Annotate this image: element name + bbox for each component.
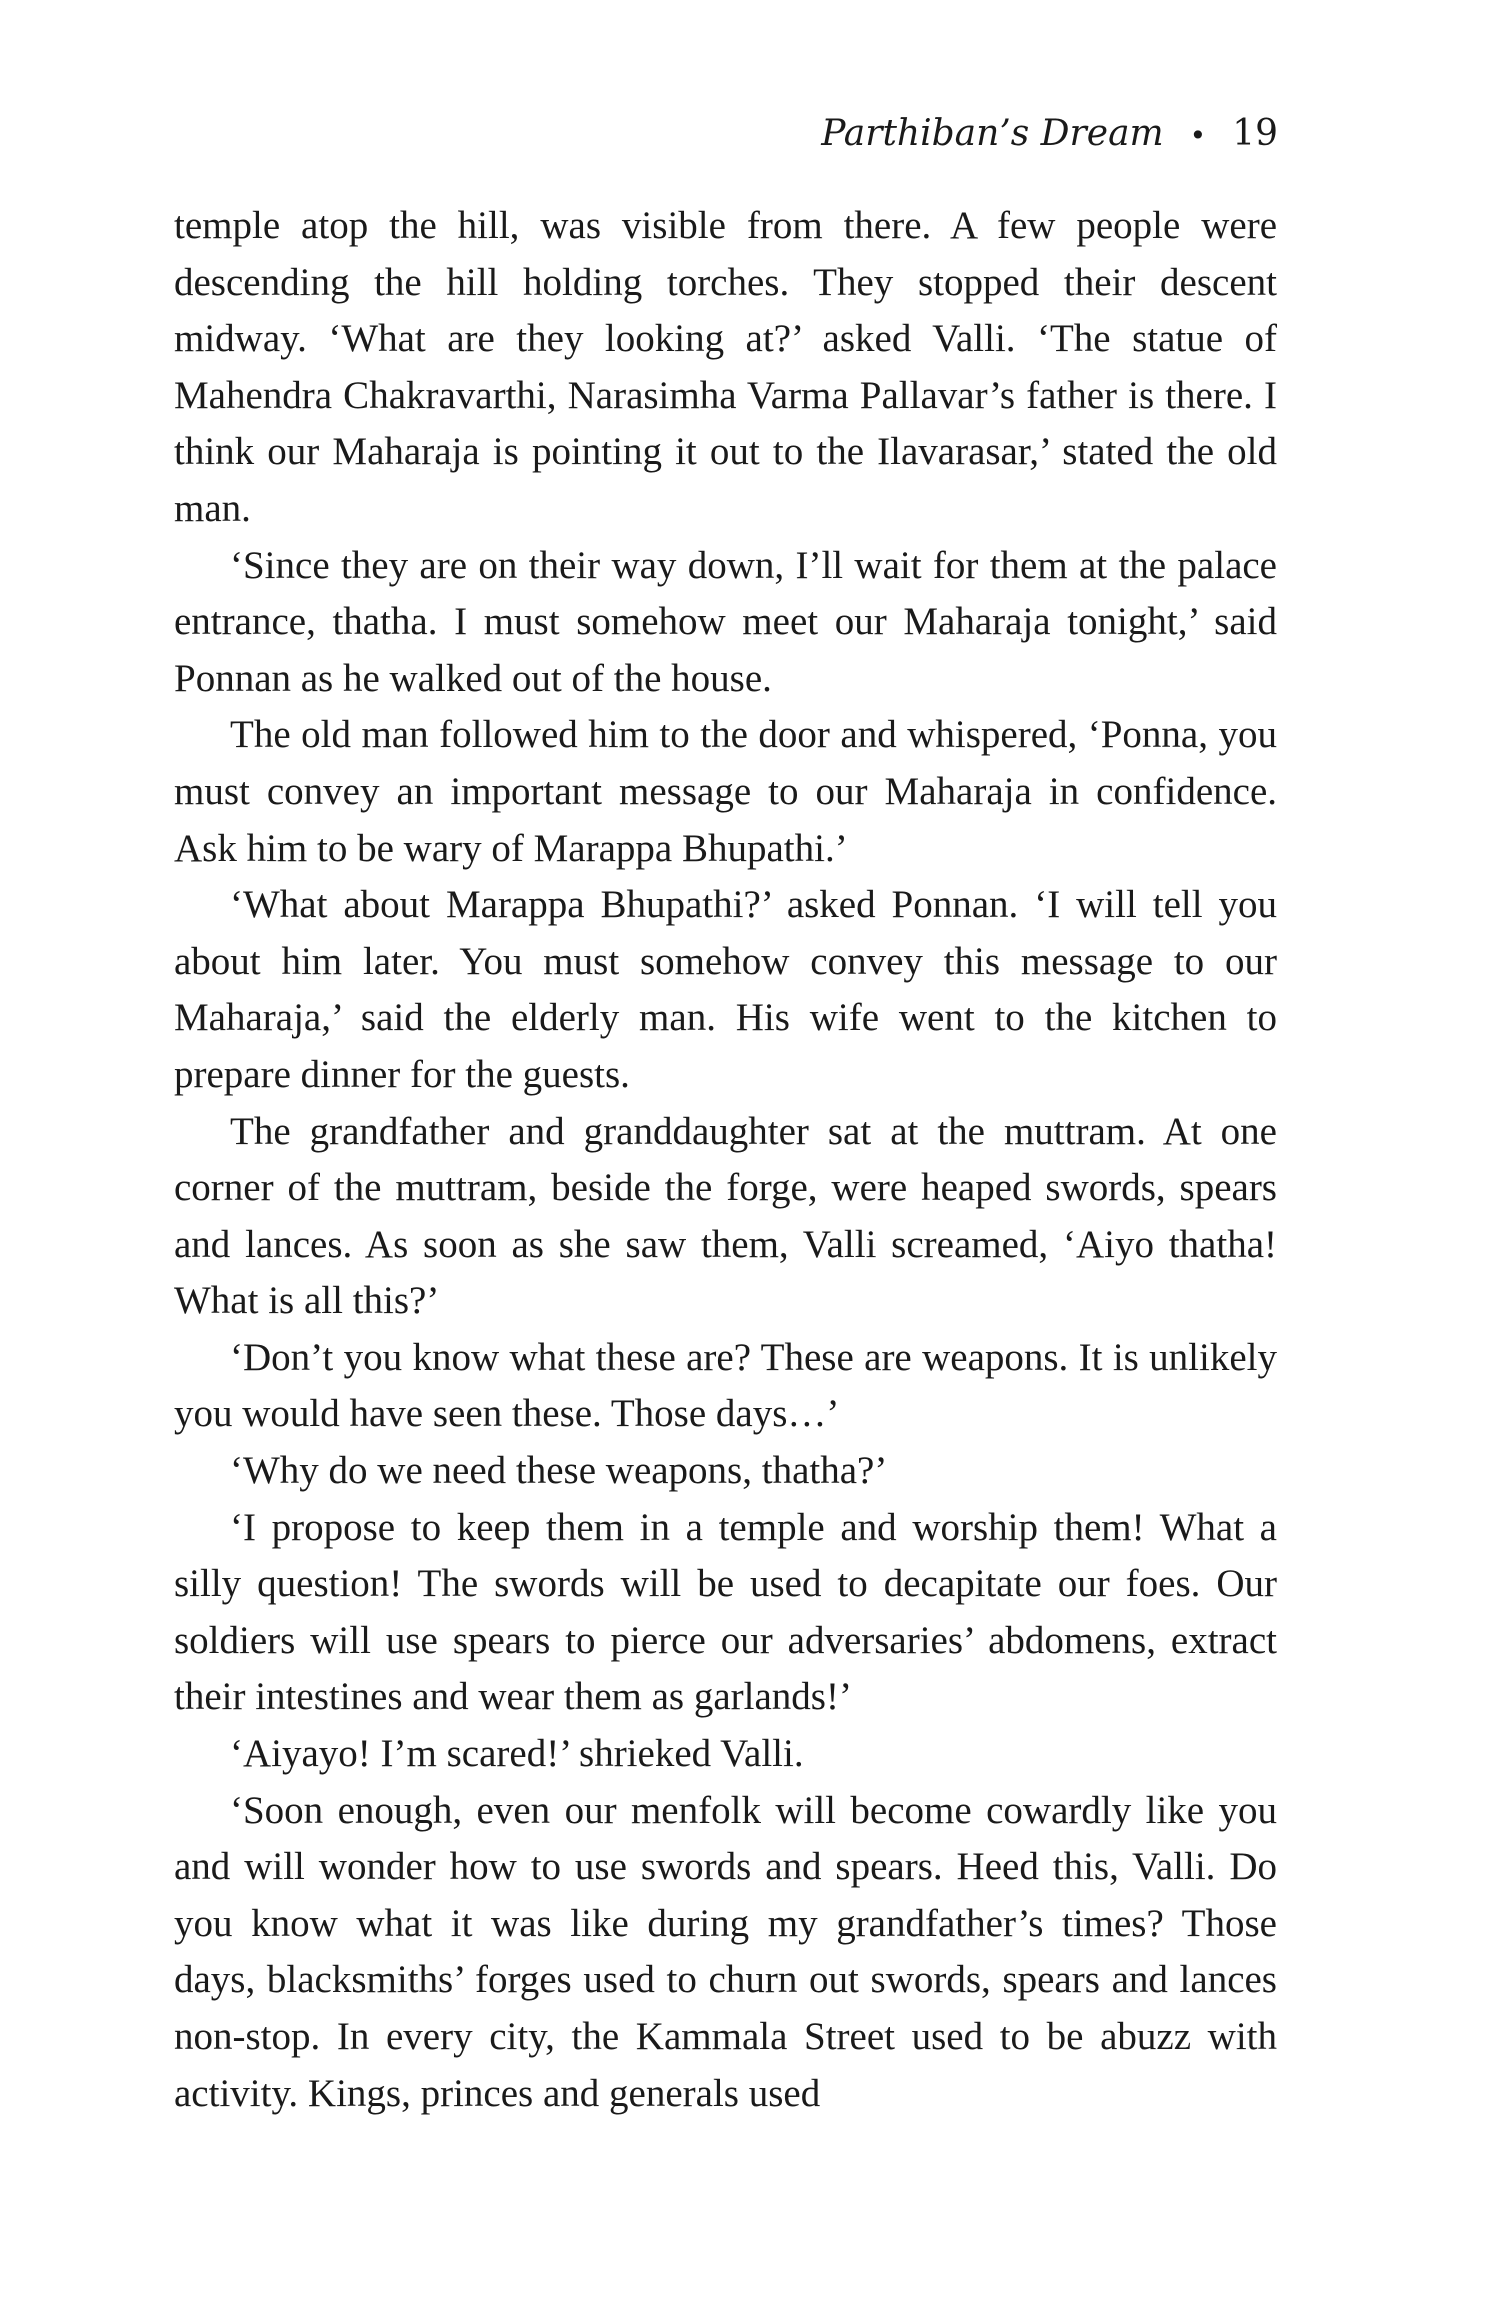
body-text <box>174 198 1277 2122</box>
paragraph: temple atop the hill, was visible from there. A few people were descending the hill holding torches. They stopped their descent midway. ‘What are they looking at?’ asked Valli. ‘The statue of Mahendra Chakravarthi, Narasimha Varma Pallavar’s father is there. I think our Maharaja is pointing it out to the Ilavarasar,’ stated the old man. <box>174 204 1277 530</box>
paragraph: The grandfather and granddaughter sat at the muttram. At one corner of the muttram, beside the forge, were heaped swords, spears and lances. As soon as she saw them, Valli screamed, ‘Aiyo thatha! What is all this?’ <box>174 1109 1277 1323</box>
running-header <box>821 112 1278 158</box>
paragraph: ‘I propose to keep them in a temple and worship them! What a silly question! The swords will be used to decapitate our foes. Our soldiers will use spears to pierce our adversaries’ abdomens, extract their intestines and wear them as garlands!’ <box>174 1505 1277 1719</box>
paragraph: The old man followed him to the door and whispered, ‘Ponna, you must convey an important message to our Maharaja in confidence. Ask him to be wary of Marappa Bhupathi.’ <box>174 713 1277 870</box>
paragraph: ‘What about Marappa Bhupathi?’ asked Ponnan. ‘I will tell you about him later. You must somehow convey this message to our Maharaja,’ said the elderly man. His wife went to the kitchen to prepare dinner for the guests. <box>174 883 1277 1096</box>
paragraph: ‘Don’t you know what these are? These are weapons. It is unlikely you would have seen these. Those days…’ <box>174 1335 1277 1436</box>
page-number: 19 <box>1232 113 1278 154</box>
separator-bullet: • <box>1189 119 1207 152</box>
paragraph: ‘Aiyayo! I’m scared!’ shrieked Valli. <box>230 1732 804 1776</box>
chapter-title: Parthiban’s Dream <box>821 113 1164 154</box>
paragraph: ‘Soon enough, even our menfolk will become cowardly like you and will wonder how to use swords and spears. Heed this, Valli. Do you know what it was like during my grandfather’s times? Those days, blacksmiths’ forges used to churn out swords, spears and lances non-stop. In every city, the Kammala Street used to be abuzz with activity. Kings, princes and generals used <box>174 1788 1277 2115</box>
paragraph: ‘Since they are on their way down, I’ll wait for them at the palace entrance, thatha. I must somehow meet our Maharaja tonight,’ said Ponnan as he walked out of the house. <box>174 543 1277 700</box>
paragraph: ‘Why do we need these weapons, thatha?’ <box>230 1449 888 1493</box>
